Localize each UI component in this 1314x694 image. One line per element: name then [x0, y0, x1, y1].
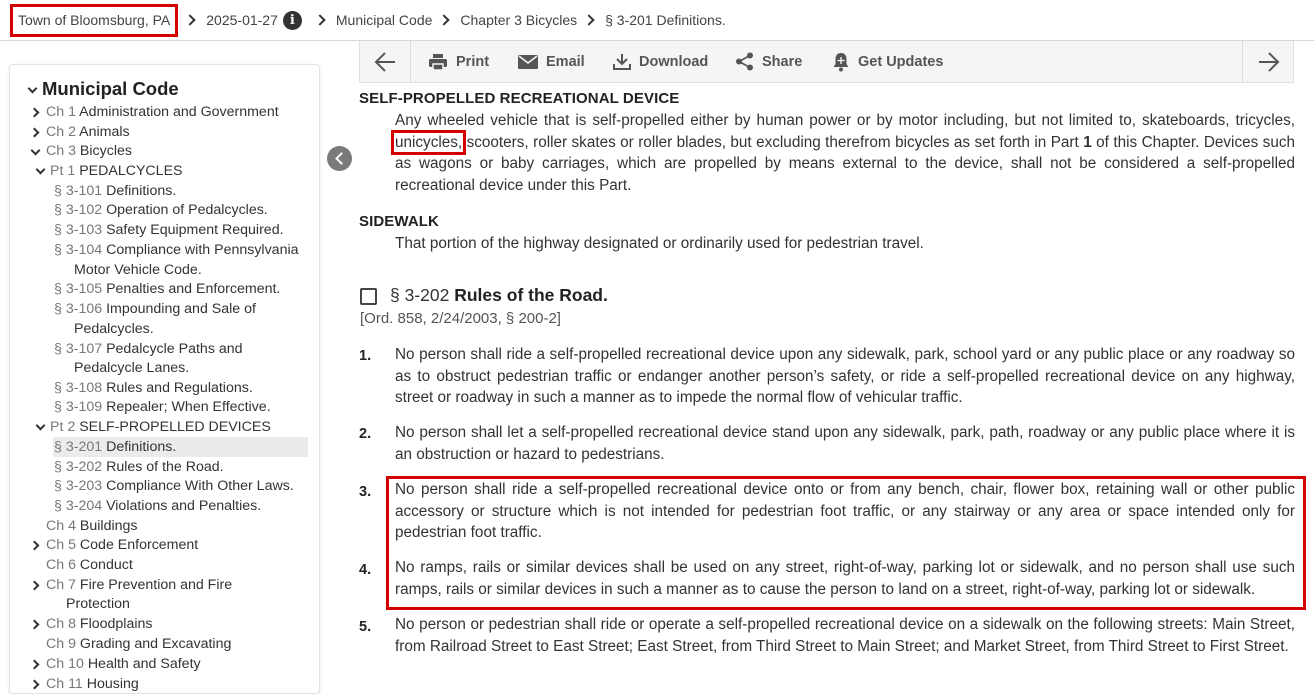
- print-icon: [428, 53, 448, 71]
- list-item: No ramps, rails or similar devices shall be used on any street, right-of-way, parking lot or sidewalk, and no person shall use such ramps, rails or similar devices in such a manner as to cause the person to land on a street, right-of-way, parking lot or sidewalk.: [395, 559, 1295, 598]
- section-checkbox[interactable]: [360, 288, 377, 305]
- next-button[interactable]: [1242, 41, 1293, 82]
- definition-term: SIDEWALK: [359, 213, 439, 230]
- list-item-number: 4.: [359, 562, 372, 578]
- content-toolbar: [359, 41, 1294, 83]
- toc-ch3[interactable]: Ch 3 Bicycles: [46, 143, 132, 159]
- breadcrumb-municipal-code[interactable]: Municipal Code: [335, 12, 433, 28]
- list-item-number: 2.: [359, 426, 372, 442]
- toc-sec-3-104-cont[interactable]: Motor Vehicle Code.: [74, 262, 202, 278]
- get-updates-label: Get Updates: [858, 53, 944, 70]
- list-item-number: 5.: [359, 619, 372, 635]
- toc-ch8[interactable]: Ch 8 Floodplains: [46, 616, 153, 632]
- definition-text: [395, 110, 1295, 196]
- toc-sec-3-107[interactable]: § 3-107 Pedalcycle Paths and: [54, 341, 243, 357]
- arrow-right-icon: [1243, 41, 1294, 82]
- definition-term: SELF-PROPELLED RECREATIONAL DEVICE: [359, 90, 680, 107]
- section-title: Rules of the Road.: [454, 285, 608, 305]
- toc-sec-3-107-cont[interactable]: Pedalcycle Lanes.: [74, 360, 190, 376]
- chevron-right-icon[interactable]: [30, 660, 40, 670]
- definition-text-part: of this Chapter. Devices such as wagons or baby carriages, which are propelled by means external to the device, shall not be considered a self-propelled recreational device under this Part.: [395, 133, 1295, 194]
- toc-sec-3-106-cont[interactable]: Pedalcycles.: [74, 321, 154, 337]
- toc-ch1[interactable]: Ch 1 Administration and Government: [46, 104, 279, 120]
- chevron-right-icon: [185, 14, 196, 25]
- list-item: No person shall ride a self-propelled recreational device onto or from any bench, chair, flower box, retaining wall or other public accessory or structure which is not intended for pedestrian foot traffic, or any stairway or any area or space intended only for pedestrian foot traffic.: [395, 481, 1295, 541]
- chevron-right-icon[interactable]: [30, 541, 40, 551]
- email-button[interactable]: [518, 41, 585, 82]
- arrow-left-icon: [360, 41, 411, 82]
- download-label: Download: [639, 53, 709, 70]
- chevron-right-icon[interactable]: [30, 128, 40, 138]
- chevron-down-icon[interactable]: [31, 146, 41, 156]
- toc-sec-3-102[interactable]: § 3-102 Operation of Pedalcycles.: [54, 202, 268, 218]
- highlighted-word: unicycles,: [395, 133, 463, 151]
- toc-sec-3-105[interactable]: § 3-105 Penalties and Enforcement.: [54, 281, 281, 297]
- toc-ch7[interactable]: Ch 7 Fire Prevention and Fire: [46, 577, 233, 593]
- list-item-number: 1.: [359, 348, 372, 364]
- share-button[interactable]: [735, 41, 802, 82]
- breadcrumb-home[interactable]: Town of Bloomsburg, PA: [10, 4, 178, 37]
- chevron-right-icon[interactable]: [30, 620, 40, 630]
- toc-sec-3-201[interactable]: § 3-201 Definitions.: [54, 439, 177, 455]
- section-number: § 3-202: [390, 285, 450, 305]
- chevron-right-icon: [314, 14, 325, 25]
- chevron-down-icon[interactable]: [36, 421, 46, 431]
- toc-root[interactable]: Municipal Code: [42, 78, 179, 99]
- toc-ch5[interactable]: Ch 5 Code Enforcement: [46, 537, 199, 553]
- breadcrumb: [0, 0, 1314, 41]
- toc-ch6[interactable]: Ch 6 Conduct: [46, 557, 133, 573]
- toc-sec-3-101[interactable]: § 3-101 Definitions.: [54, 183, 177, 199]
- download-icon: [613, 53, 631, 71]
- collapse-sidebar-button[interactable]: [327, 146, 352, 171]
- section-history: [Ord. 858, 2/24/2003, § 200-2]: [360, 310, 561, 327]
- toc-sidebar: [9, 64, 320, 694]
- chevron-down-icon[interactable]: [36, 165, 46, 175]
- breadcrumb-date[interactable]: 2025-01-27: [206, 12, 278, 28]
- toc-sec-3-202[interactable]: § 3-202 Rules of the Road.: [54, 459, 224, 475]
- bell-icon: [832, 52, 850, 72]
- list-item: No person shall ride a self-propelled recreational device upon any sidewalk, park, school yard or any public place or any roadway so as to obstruct pedestrian traffic or endanger another person’s safety, or ride a self-propelled recreational device on any highway, street or roadway in such a manner as to impede the normal flow of vehicular traffic.: [395, 346, 1295, 406]
- toc-sec-3-204[interactable]: § 3-204 Violations and Penalties.: [54, 498, 262, 514]
- share-label: Share: [762, 53, 803, 70]
- chevron-right-icon[interactable]: [30, 581, 40, 591]
- list-item-number: 3.: [359, 484, 372, 500]
- print-button[interactable]: [428, 41, 489, 82]
- toc-ch11[interactable]: Ch 11 Housing: [46, 676, 139, 692]
- download-button[interactable]: [613, 41, 708, 82]
- definition-text-part: scooters, roller skates or roller blades, but excluding therefrom bicycles as set forth in Part: [462, 133, 1084, 151]
- share-icon: [735, 52, 754, 71]
- chevron-right-icon: [439, 14, 450, 25]
- toc-sec-3-109[interactable]: § 3-109 Repealer; When Effective.: [54, 399, 271, 415]
- definition-text-part: Any wheeled vehicle that is self-propelled either by human power or by motor including, but not limited to, skateboards, tricycles,: [395, 112, 1295, 129]
- chevron-right-icon: [583, 14, 594, 25]
- email-label: Email: [546, 53, 585, 70]
- chevron-down-icon[interactable]: [28, 84, 38, 94]
- list-item: No person or pedestrian shall ride or operate a self-propelled recreational device on a sidewalk on the following streets: Main Street, from Railroad Street to East Street; East Street, from Third Street to Main Street; and Market Street, from Third Street to First Street.: [395, 616, 1295, 655]
- toc-ch4[interactable]: Ch 4 Buildings: [46, 518, 138, 534]
- toc-ch7-cont[interactable]: Protection: [66, 596, 130, 612]
- info-icon[interactable]: i: [283, 11, 302, 30]
- email-icon: [518, 54, 538, 70]
- toc-ch9[interactable]: Ch 9 Grading and Excavating: [46, 636, 232, 652]
- print-label: Print: [456, 53, 490, 70]
- definition-text: That portion of the highway designated or ordinarily used for pedestrian travel.: [395, 235, 924, 252]
- toc-ch10[interactable]: Ch 10 Health and Safety: [46, 656, 201, 672]
- chevron-right-icon[interactable]: [30, 680, 40, 690]
- get-updates-button[interactable]: [832, 41, 943, 82]
- toc-pt1[interactable]: Pt 1 PEDALCYCLES: [50, 163, 183, 179]
- section-heading: [390, 285, 608, 306]
- toc-pt2[interactable]: Pt 2 SELF-PROPELLED DEVICES: [50, 419, 271, 435]
- toc-sec-3-108[interactable]: § 3-108 Rules and Regulations.: [54, 380, 253, 396]
- toc-sec-3-103[interactable]: § 3-103 Safety Equipment Required.: [54, 222, 284, 238]
- part-link[interactable]: 1: [1083, 133, 1092, 151]
- breadcrumb-chapter[interactable]: Chapter 3 Bicycles: [460, 12, 578, 28]
- toc-sec-3-203[interactable]: § 3-203 Compliance With Other Laws.: [54, 478, 294, 494]
- list-item: No person shall let a self-propelled recreational device stand upon any sidewalk, park, path, roadway or any public place where it is an obstruction or hazard to pedestrians.: [395, 424, 1295, 463]
- toc-ch2[interactable]: Ch 2 Animals: [46, 124, 130, 140]
- toc-sec-3-104[interactable]: § 3-104 Compliance with Pennsylvania: [54, 242, 299, 258]
- chevron-right-icon[interactable]: [30, 108, 40, 118]
- previous-button[interactable]: [360, 41, 411, 82]
- toc-sec-3-106[interactable]: § 3-106 Impounding and Sale of: [54, 301, 256, 317]
- breadcrumb-current[interactable]: § 3-201 Definitions.: [605, 12, 726, 28]
